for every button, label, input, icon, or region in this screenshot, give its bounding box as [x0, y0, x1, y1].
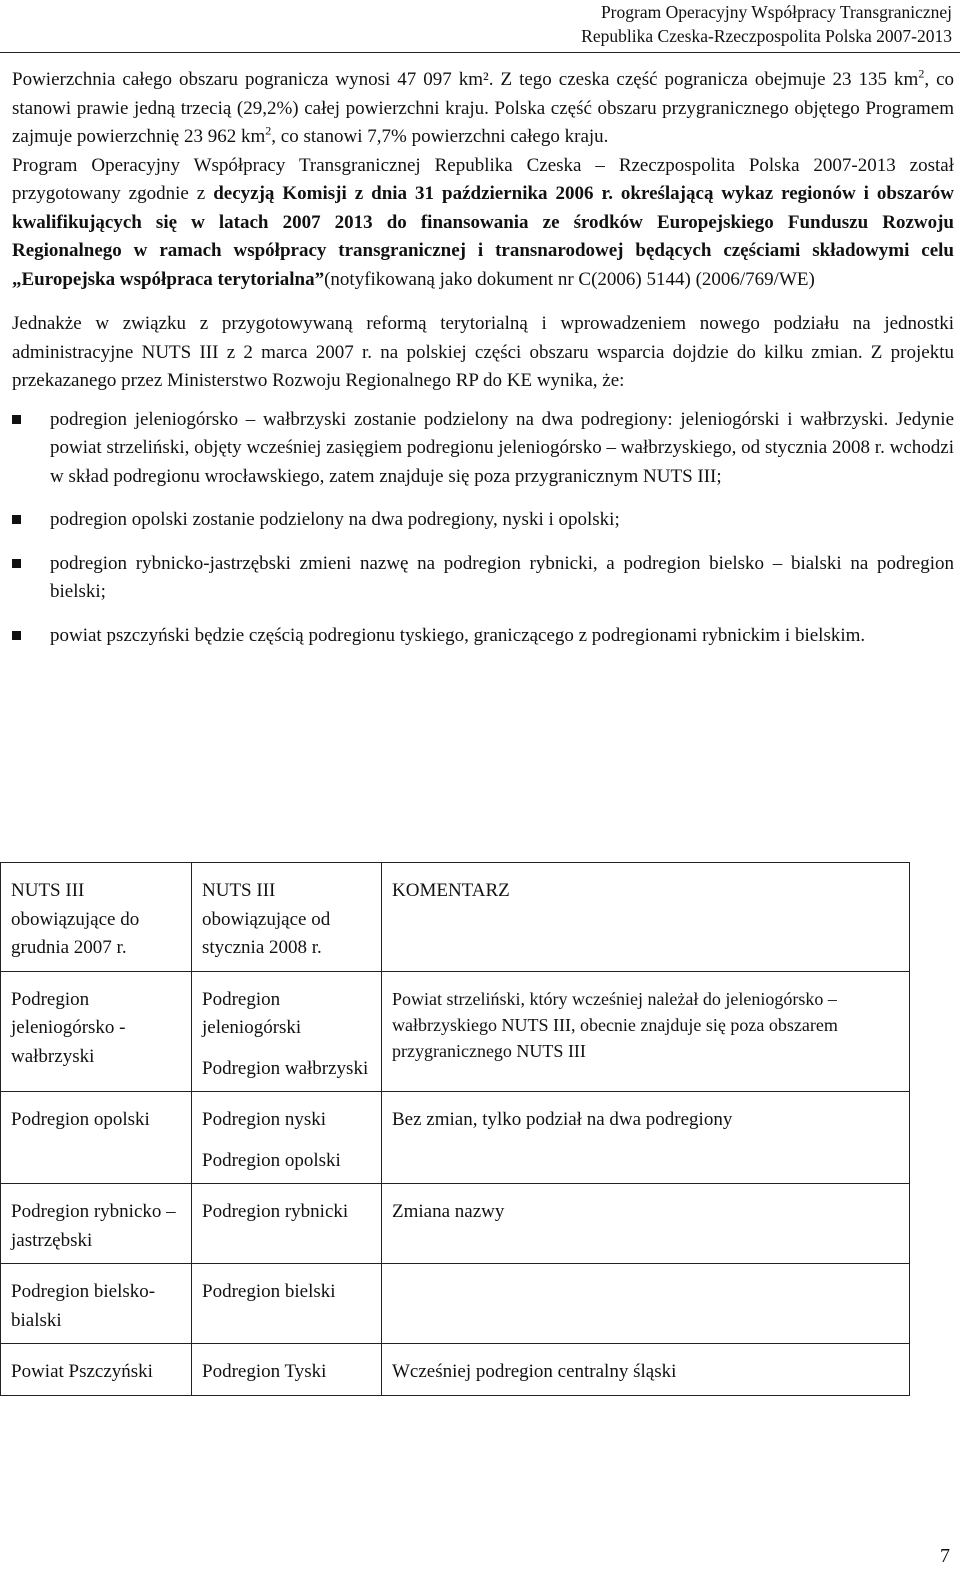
- table-header-cell: KOMENTARZ: [382, 863, 910, 972]
- new-region: Podregion rybnicki: [202, 1201, 349, 1222]
- header-rule: [0, 52, 960, 53]
- paragraph-area-text-c: , co stanowi 7,7% powierzchni całego kraju.: [271, 126, 609, 147]
- square-bullet-icon: [12, 515, 21, 524]
- page-body: [12, 66, 954, 665]
- list-item-text: podregion opolski zostanie podzielony na dwa podregiony, nyski i opolski;: [50, 509, 620, 530]
- table-header-row: [1, 863, 910, 972]
- table-cell-comment: Powiat strzeliński, który wcześniej należał do jeleniogórsko – wałbrzyskiego NUTS III, obecnie znajduje się poza obszarem przygranicznego NUTS III: [382, 971, 910, 1092]
- table-cell-old: Podregion jeleniogórsko - wałbrzyski: [1, 971, 192, 1092]
- table-cell-new: [192, 1092, 382, 1184]
- square-bullet-icon: [12, 631, 21, 640]
- square-bullet-icon: [12, 559, 21, 568]
- list-item: [12, 622, 954, 651]
- decision-reference-bold: decyzją Komisji z dnia 31 października 2006 r. określającą wykaz regionów i obszarów kwalifikujących się w latach 2007 2013 do finansowania ze środków Europejskiego Funduszu Rozwoju Regionalnego w ramach współpracy transgranicznej i transnarodowej będących częściami składowymi celu „Europejska współpraca terytorialna”: [12, 183, 954, 290]
- paragraph-reform: Jednakże w związku z przygotowywaną reformą terytorialną i wprowadzeniem nowego podziału na jednostki administracyjne NUTS III z 2 marca 2007 r. na polskiej części obszaru wsparcia dojdzie do kilku zmian. Z projektu przekazanego przez Ministerstwo Rozwoju Regionalnego RP do KE wynika, że:: [12, 313, 954, 391]
- paragraph-area: [12, 66, 954, 152]
- table-row: [1, 1264, 910, 1344]
- list-item: [12, 406, 954, 492]
- paragraph-program-decision: [12, 152, 954, 295]
- header-line-1: Program Operacyjny Współpracy Transgranicznej: [600, 2, 952, 22]
- table-header-cell: NUTS III obowiązujące od stycznia 2008 r.: [192, 863, 382, 972]
- table-cell-new: [192, 1344, 382, 1396]
- running-header: [581, 0, 952, 48]
- list-item-text: podregion rybnicko-jastrzębski zmieni nazwę na podregion rybnicki, a podregion bielsko – bialski na podregion bielski;: [50, 552, 954, 602]
- list-item-text: powiat pszczyński będzie częścią podregionu tyskiego, graniczącego z podregionami rybnickim i bielskim.: [50, 624, 866, 646]
- table-row: [1, 1184, 910, 1264]
- new-region: Podregion nyski: [202, 1109, 327, 1130]
- superscript: 2: [265, 123, 272, 138]
- new-region: Podregion bielski: [202, 1281, 336, 1302]
- new-region: Podregion Tyski: [202, 1361, 327, 1382]
- nuts-table: [0, 862, 910, 1396]
- new-region: Podregion jeleniogórski: [202, 988, 302, 1038]
- square-bullet-icon: [12, 415, 21, 424]
- paragraph-program-text: Program Operacyjny Współpracy Transgranicznej Republika Czeska – Rzeczpospolita Polska 2007-2013 został przygotowany zgodnie z: [12, 154, 954, 204]
- table-cell-new: [192, 1184, 382, 1264]
- table-cell-old: Podregion opolski: [1, 1092, 192, 1184]
- table-cell-comment: Wcześniej podregion centralny śląski: [382, 1344, 910, 1396]
- page-number: 7: [940, 1545, 950, 1567]
- table-cell-old: Podregion bielsko-bialski: [1, 1264, 192, 1344]
- table-cell-new: [192, 1264, 382, 1344]
- new-region: Podregion opolski: [202, 1149, 341, 1171]
- new-region: Podregion wałbrzyski: [202, 1057, 369, 1079]
- table-header-cell: NUTS III obowiązujące do grudnia 2007 r.: [1, 863, 192, 972]
- changes-list: [12, 406, 954, 651]
- table-cell-comment: [382, 1264, 910, 1344]
- table-cell-old: Powiat Pszczyński: [1, 1344, 192, 1396]
- paragraph-program-notification: (notyfikowaną jako dokument nr C(2006) 5144) (2006/769/WE): [324, 268, 815, 290]
- table-cell-new: [192, 971, 382, 1092]
- superscript: 2: [918, 66, 925, 81]
- table-row: [1, 971, 910, 1092]
- header-line-2: Republika Czeska-Rzeczpospolita Polska 2007-2013: [581, 26, 952, 46]
- list-item-text: podregion jeleniogórsko – wałbrzyski zostanie podzielony na dwa podregiony: jeleniogórski i wałbrzyski. Jedynie powiat strzeliński, objęty wcześniej zasięgiem podregionu jeleniogórsko – wałbrzyskiego, od stycznia 2008 r. wchodzi w skład podregionu wrocławskiego, zatem znajduje się poza przygranicznym NUTS III;: [50, 408, 954, 487]
- table-cell-old: Podregion rybnicko – jastrzębski: [1, 1184, 192, 1264]
- table-row: [1, 1344, 910, 1396]
- list-item: [12, 506, 954, 535]
- paragraph-area-text-b: , co stanowi prawie jedną trzecią (29,2%) całej powierzchni kraju. Polska część obszaru przygranicznego objętego Programem zajmuje powierzchnię 23 962 km: [12, 69, 955, 147]
- table-row: [1, 1092, 910, 1184]
- list-item: [12, 550, 954, 607]
- paragraph-area-text-a: Powierzchnia całego obszaru pogranicza wynosi 47 097 km². Z tego czeska część pogranicza obejmuje 23 135 km: [12, 69, 919, 90]
- table-cell-comment: Bez zmian, tylko podział na dwa podregiony: [382, 1092, 910, 1184]
- table-cell-comment: Zmiana nazwy: [382, 1184, 910, 1264]
